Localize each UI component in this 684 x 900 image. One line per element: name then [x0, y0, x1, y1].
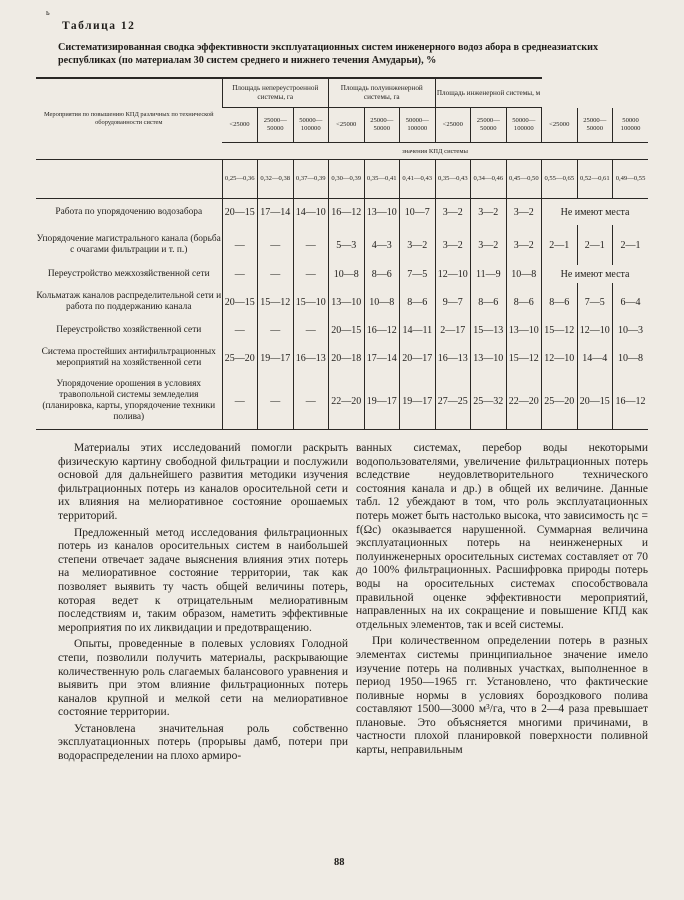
value-cell: 12—10 — [435, 265, 471, 283]
measure-label: Упорядочение магистрального канала (борьба с очагами фильтрации и т. п.) — [36, 234, 221, 255]
table-bottom-rule — [222, 425, 258, 430]
kpd-value-header: 0,37—0,39 — [293, 160, 329, 199]
value-cell: 10—3 — [613, 321, 649, 339]
value-cell: 13—10 — [329, 283, 365, 321]
kpd-value-header: 0,41—0,43 — [400, 160, 436, 199]
value-cell: 27—25 — [435, 377, 471, 425]
value-cell: — — [293, 377, 329, 425]
value-cell: — — [258, 377, 294, 425]
value-cell: — — [222, 225, 258, 265]
table-row — [36, 339, 648, 377]
value-cell: — — [222, 265, 258, 283]
value-cell: — — [258, 265, 294, 283]
value-cell: 20—15 — [329, 321, 365, 339]
value-cell: 3—2 — [471, 199, 507, 226]
kpd-value-header: 0,32—0,38 — [258, 160, 294, 199]
table-row — [36, 225, 648, 265]
table-row — [36, 199, 648, 226]
value-cell: 17—14 — [364, 339, 400, 377]
value-cell: 12—10 — [577, 321, 613, 339]
kpd-value-header: 0,35—0,41 — [364, 160, 400, 199]
value-cell: 3—2 — [471, 225, 507, 265]
paragraph: Предложенный метод исследования фильтрационных потерь из каналов оросительных систем в наибольшей степени отвечает задаче выяснения влияния этих потерь на мелиоративное состояние территории, так как позволяет выявить ту часть общей величины потерь, которая ведет к отрицательным мелиоративным последствиям и, таким образом, наметить эффективные мероприятия по их ликвидации и предотвращению. — [58, 526, 348, 634]
value-cell: 19—17 — [400, 377, 436, 425]
area-range-header: 50000 100000 — [613, 108, 649, 143]
value-cell: 13—10 — [364, 199, 400, 226]
value-cell: 13—10 — [506, 321, 542, 339]
kpd-value-header: 0,55—0,65 — [542, 160, 578, 199]
system-group-header: Площадь инженерной системы, м — [435, 78, 542, 108]
value-cell: 22—20 — [506, 377, 542, 425]
value-cell: 15—13 — [471, 321, 507, 339]
area-range-header: 25000—50000 — [577, 108, 613, 143]
table-bottom-rule — [329, 425, 365, 430]
value-cell: 10—8 — [506, 265, 542, 283]
table-caption: Систематизированная сводка эффективности эксплуатационных систем инженерного водоз абора в среднеазиатских республиках (по материалам 30 систем среднего и нижнего течения Амударьи), % — [58, 42, 599, 66]
value-cell: 16—12 — [613, 377, 649, 425]
efficiency-table — [36, 77, 648, 430]
right-text-column — [356, 442, 648, 758]
area-range-header: <25000 — [222, 108, 258, 143]
value-cell: 2—17 — [435, 321, 471, 339]
value-cell: — — [293, 265, 329, 283]
value-cell: 25—32 — [471, 377, 507, 425]
table-bottom-rule — [258, 425, 294, 430]
table-row — [36, 321, 648, 339]
table-bottom-rule — [36, 425, 222, 430]
value-cell: 15—12 — [542, 321, 578, 339]
value-cell: 15—10 — [293, 283, 329, 321]
value-cell: 20—15 — [222, 283, 258, 321]
kpd-value-header: 0,49—0,55 — [613, 160, 649, 199]
value-cell: 12—10 — [542, 339, 578, 377]
area-range-header: 25000—50000 — [471, 108, 507, 143]
value-cell: 7—5 — [577, 283, 613, 321]
value-cell: — — [258, 321, 294, 339]
value-cell: 16—13 — [293, 339, 329, 377]
value-cell: 8—6 — [400, 283, 436, 321]
value-cell: 9—7 — [435, 283, 471, 321]
measure-label: Система простейших антифильтрационных мероприятий на хозяйственной сети — [41, 347, 216, 368]
value-cell: 2—1 — [613, 225, 649, 265]
value-cell: 19—17 — [364, 377, 400, 425]
table-bottom-rule — [400, 425, 436, 430]
table-bottom-rule — [471, 425, 507, 430]
value-cell: 25—20 — [542, 377, 578, 425]
paragraph: При количественном определении потерь в разных элементах системы принципиальное значение имело изучение потерь на поливных участках, выполненное в период 1950—1965 гг. Установлено, что фактические поливные нормы в условиях бороздкового полива составляют 1500—3000 м³/га, что в 2—4 раза превышает плановые. Это объясняется многими причинами, в частности плохой планировкой поверхности поливной карты, неправильным — [356, 635, 648, 757]
efficiency-table-wrapper — [36, 77, 648, 430]
value-cell: 8—6 — [471, 283, 507, 321]
value-cell: 10—8 — [329, 265, 365, 283]
table-label: Таблица 12 — [62, 20, 136, 32]
kpd-value-header: 0,30—0,39 — [329, 160, 365, 199]
table-bottom-rule — [506, 425, 542, 430]
value-cell: 14—11 — [400, 321, 436, 339]
area-range-header: <25000 — [542, 108, 578, 143]
value-cell: 8—6 — [506, 283, 542, 321]
paragraph: Установлена значительная роль собственно эксплуатационных потерь (прорывы дамб, потери при водораспределении на плохо армиро- — [58, 722, 348, 763]
value-cell: 20—18 — [329, 339, 365, 377]
value-cell: 2—1 — [542, 225, 578, 265]
value-cell: 3—2 — [400, 225, 436, 265]
value-cell: 16—12 — [364, 321, 400, 339]
kpd-value-header: 0,34—0,46 — [471, 160, 507, 199]
value-cell: 3—2 — [506, 225, 542, 265]
value-cell: 6—4 — [613, 283, 649, 321]
value-cell: 17—14 — [258, 199, 294, 226]
value-cell: 22—20 — [329, 377, 365, 425]
left-text-column — [58, 442, 348, 764]
value-cell: — — [222, 321, 258, 339]
table-bottom-rule — [613, 425, 649, 430]
area-range-header: 25000—50000 — [258, 108, 294, 143]
measure-label: Работа по упорядочению водозабора — [55, 206, 203, 217]
empty-header-cell — [36, 160, 222, 199]
table-bottom-rule — [293, 425, 329, 430]
value-cell: 16—12 — [329, 199, 365, 226]
value-cell: 4—3 — [364, 225, 400, 265]
kpd-value-header: 0,25—0,36 — [222, 160, 258, 199]
value-cell: 10—8 — [364, 283, 400, 321]
kpd-values-label: значения КПД системы — [222, 143, 648, 160]
value-cell: 20—15 — [222, 199, 258, 226]
value-cell: 10—7 — [400, 199, 436, 226]
not-applicable-cell: Не имеют места — [542, 199, 649, 226]
area-range-header: 50000—100000 — [400, 108, 436, 143]
value-cell: 15—12 — [506, 339, 542, 377]
value-cell: 20—17 — [400, 339, 436, 377]
area-range-header: <25000 — [329, 108, 365, 143]
value-cell: 19—17 — [258, 339, 294, 377]
corner-mark: ь — [46, 8, 50, 17]
value-cell: 16—13 — [435, 339, 471, 377]
value-cell: — — [258, 225, 294, 265]
value-cell: 10—8 — [613, 339, 649, 377]
table-bottom-rule — [577, 425, 613, 430]
area-range-header: 50000—100000 — [506, 108, 542, 143]
value-cell: 15—12 — [258, 283, 294, 321]
value-cell: 3—2 — [435, 199, 471, 226]
system-group-header: Площадь полуинженерной системы, га — [329, 78, 436, 108]
value-cell: — — [222, 377, 258, 425]
value-cell: 3—2 — [435, 225, 471, 265]
value-cell: — — [293, 321, 329, 339]
measure-column-header: Мероприятия по повышению КПД различных по технической оборудованности систем — [36, 78, 222, 160]
page-number: 88 — [334, 857, 345, 868]
area-range-header: <25000 — [435, 108, 471, 143]
table-row — [36, 377, 648, 425]
value-cell: 14—4 — [577, 339, 613, 377]
value-cell: 8—6 — [364, 265, 400, 283]
paragraph: ванных системах, перебор воды некоторыми водопользователями, увеличение фильтрационных потерь вследствие неудовлетворительного технического состояния канала и др.) в общей их величине. Данные табл. 12 убеждают в том, что роль эксплуатационных потерь может быть настолько высока, что зависимость ηc = f(Ωc) оказывается нарушенной. Суммарная величина эксплуатационных потерь на неинженерных и полуинженерных оросительных системах составляет от 70 до 100% фильтрационных. Расшифровка природы потерь воды на оросительных системах способствовала правильной оценке эффективности мероприятий, направленных на их сокращение и повышение КПД как отдельных элементов, так и всей системы. — [356, 442, 648, 631]
table-bottom-rule — [542, 425, 578, 430]
table-row — [36, 283, 648, 321]
value-cell: 5—3 — [329, 225, 365, 265]
kpd-value-header: 0,45—0,50 — [506, 160, 542, 199]
measure-label: Кольматаж каналов распределительной сети и работа по поддержанию канала — [36, 291, 222, 312]
kpd-value-header: 0,35—0,43 — [435, 160, 471, 199]
paragraph: Материалы этих исследований помогли раскрыть физическую картину свободной фильтрации и послужили основой для дальнейшего развития методики изучения фильтрационных потерь из каналов оросительной сети и их влияния на мелиоративное состояние орошаемых территорий. — [58, 442, 348, 522]
table-bottom-rule — [364, 425, 400, 430]
area-range-header: 50000—100000 — [293, 108, 329, 143]
value-cell: 20—15 — [577, 377, 613, 425]
table-bottom-rule — [435, 425, 471, 430]
measure-label: Упорядочение орошения в условиях травопольной системы земледелия (планировка, карты, упорядочение техники полива) — [42, 379, 216, 422]
value-cell: 11—9 — [471, 265, 507, 283]
system-group-header: Площадь непереустроенной системы, га — [222, 78, 329, 108]
kpd-value-header: 0,52—0,61 — [577, 160, 613, 199]
area-range-header: 25000—50000 — [364, 108, 400, 143]
value-cell: — — [293, 225, 329, 265]
measure-label: Переустройство хозяйственной сети — [56, 324, 202, 335]
value-cell: 8—6 — [542, 283, 578, 321]
value-cell: 7—5 — [400, 265, 436, 283]
value-cell: 3—2 — [506, 199, 542, 226]
paragraph: Опыты, проведенные в полевых условиях Голодной степи, позволили получить материалы, раскрывающие количественную роль слагаемых балансового уравнения и выявить при этом влияние фильтрационных потерь каналов крупной и мелкой сети на мелиоративное состояние территории. — [58, 638, 348, 719]
value-cell: 2—1 — [577, 225, 613, 265]
measure-label: Переустройство межхозяйственной сети — [47, 268, 210, 279]
value-cell: 14—10 — [293, 199, 329, 226]
value-cell: 13—10 — [471, 339, 507, 377]
not-applicable-cell: Не имеют места — [542, 265, 649, 283]
table-row — [36, 265, 648, 283]
value-cell: 25—20 — [222, 339, 258, 377]
